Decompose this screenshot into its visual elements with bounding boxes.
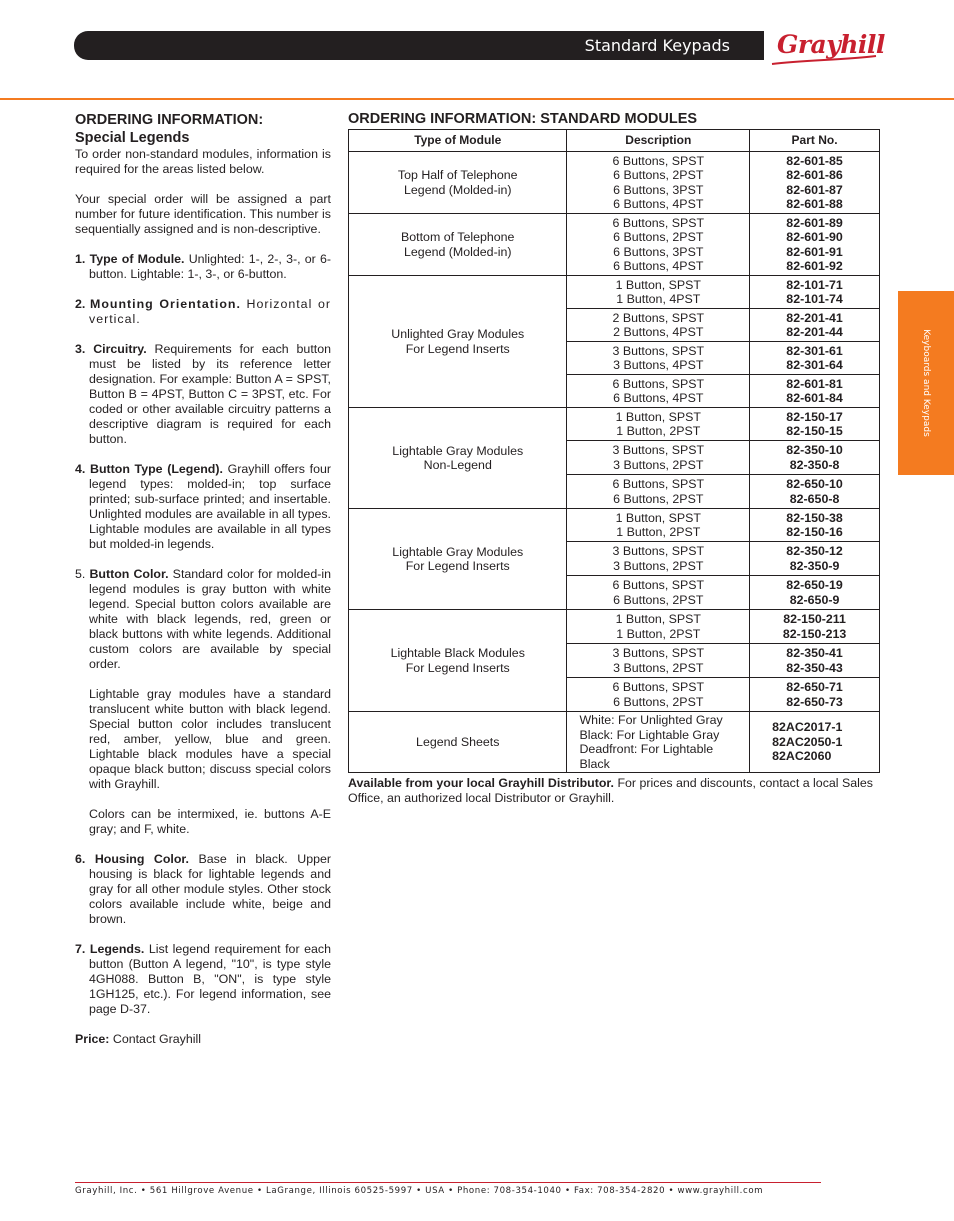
item-type-of-module — [75, 252, 331, 282]
description-line: 6 Buttons, SPST — [612, 477, 705, 491]
item-number: 3. — [75, 342, 86, 356]
side-tab-label: Keyboards and Keypads — [921, 329, 931, 437]
section-side-tab — [898, 291, 954, 475]
special-legends-heading — [75, 111, 331, 147]
header-bar — [74, 31, 764, 60]
item-button-color — [75, 567, 331, 672]
description-line: 1 Button, 4PST — [616, 292, 701, 306]
part-number: 82AC2017-1 — [772, 720, 843, 735]
module-type-line: Lightable Black Modules — [390, 646, 525, 660]
part-number: 82-650-19 — [786, 578, 843, 592]
description-cell — [567, 542, 750, 576]
item-number: 5. — [75, 567, 86, 581]
item-number: 2. — [75, 297, 86, 311]
table-row — [349, 712, 880, 773]
part-number: 82-650-10 — [786, 477, 843, 491]
item-label: Circuitry. — [93, 342, 147, 356]
item-number: 7. — [75, 942, 86, 956]
item-mounting-orientation — [75, 297, 331, 327]
part-number-cell — [750, 678, 880, 712]
description-line: 3 Buttons, 4PST — [613, 358, 704, 372]
description-cell — [567, 475, 750, 509]
table-row — [349, 408, 880, 441]
description-line: Deadfront: For Lightable Black — [579, 742, 714, 771]
module-type-line: For Legend Inserts — [405, 559, 510, 573]
table-row — [349, 152, 880, 214]
part-number: 82-350-9 — [789, 558, 840, 573]
part-number-cell — [750, 576, 880, 610]
description-cell — [567, 309, 750, 342]
description-line: 3 Buttons, SPST — [612, 646, 705, 660]
table-row — [349, 276, 880, 309]
part-number: 82-350-8 — [789, 457, 840, 472]
part-number: 82-601-90 — [786, 230, 843, 244]
description-cell — [567, 152, 750, 214]
item-legends — [75, 942, 331, 1017]
item-text: Standard color for molded-in legend modules is gray button with white legend. Special button colors available are white with black legends, red, green or black buttons with white legends. Additional custom colors are available by special order. — [89, 567, 331, 671]
part-number-cell — [750, 610, 880, 644]
module-type-cell — [349, 610, 567, 712]
part-number: 82AC2050-1 — [772, 734, 843, 749]
module-type-line: Unlighted Gray Modules — [391, 327, 525, 341]
item-label: Housing Color. — [94, 852, 190, 866]
table-header-row — [349, 130, 880, 152]
description-line: 6 Buttons, 3PST — [613, 182, 704, 197]
part-number: 82-601-88 — [786, 197, 843, 211]
part-number: 82-201-41 — [786, 310, 843, 325]
part-number: 82-101-71 — [786, 277, 843, 292]
description-cell — [567, 214, 750, 276]
table-row — [349, 509, 880, 542]
col-header-type: Type of Module — [349, 130, 567, 152]
special-legends-section — [75, 111, 331, 1047]
part-number-cell — [750, 309, 880, 342]
description-line: 6 Buttons, SPST — [612, 376, 705, 391]
description-line: 6 Buttons, SPST — [612, 680, 705, 694]
part-number-cell — [750, 375, 880, 408]
price-label: Price: — [75, 1032, 110, 1046]
part-number: 82-601-84 — [786, 391, 843, 405]
description-cell — [567, 678, 750, 712]
description-line: 2 Buttons, SPST — [612, 310, 705, 325]
description-cell — [567, 610, 750, 644]
description-line: 1 Button, SPST — [615, 612, 701, 626]
description-line: 6 Buttons, SPST — [612, 215, 705, 230]
description-line: 1 Button, SPST — [615, 510, 701, 525]
item-housing-color — [75, 852, 331, 927]
part-number: 82-150-15 — [786, 424, 843, 438]
description-line: 6 Buttons, 2PST — [613, 168, 704, 182]
description-line: 3 Buttons, 2PST — [613, 558, 704, 573]
part-number-cell — [750, 644, 880, 678]
standard-modules-heading: ORDERING INFORMATION: STANDARD MODULES — [348, 111, 698, 127]
part-number: 82-150-17 — [786, 409, 843, 424]
footer-address: Grayhill, Inc. • 561 Hillgrove Avenue • LaGrange, Illinois 60525-5997 • USA • Phone: 708-354-1040 • Fax: 708-354-2820 • www.grayhill.com — [75, 1186, 764, 1196]
item-text: Base in black. Upper housing is black for lightable legends and gray for all other module styles. Other stock colors available include white, beige and brown. — [89, 852, 331, 926]
item-label: Type of Module. — [89, 252, 185, 266]
assign-paragraph: Your special order will be assigned a part number for future identification. This number is sequentially assigned and is non-descriptive. — [75, 192, 331, 236]
description-line: 6 Buttons, 2PST — [613, 694, 704, 709]
item-number: 4. — [75, 462, 86, 476]
module-type-cell — [349, 712, 567, 773]
part-number: 82-601-89 — [786, 215, 843, 230]
part-number: 82-101-74 — [786, 292, 843, 306]
description-cell — [567, 375, 750, 408]
part-number: 82-150-38 — [786, 510, 843, 525]
description-line: 2 Buttons, 4PST — [613, 325, 704, 339]
grayhill-logo — [764, 26, 884, 68]
part-number: 82-201-44 — [786, 325, 843, 339]
availability-bold: Available from your local Grayhill Distributor. — [348, 776, 615, 790]
part-number-cell — [750, 509, 880, 542]
item-label: Mounting Orientation. — [90, 297, 241, 311]
item-text: Unlighted: 1-, 2-, 3-, or 6-button. Lightable: 1-, 3-, or 6-button. — [89, 252, 331, 281]
item-text: List legend requirement for each button (Button A legend, "10", is type style 4GH088. Button B, "ON", is type style 1GH125, etc.). For legend information, see page D-37. — [89, 942, 331, 1016]
part-number-cell — [750, 542, 880, 576]
module-type-line: Legend Sheets — [416, 734, 500, 749]
description-line: 3 Buttons, 2PST — [613, 660, 704, 675]
part-number-cell — [750, 342, 880, 375]
module-type-line: Non-Legend — [423, 458, 492, 472]
header-divider — [0, 98, 954, 100]
standard-modules-table — [348, 129, 880, 773]
logo-text: Grayhill — [777, 30, 885, 59]
description-cell — [567, 644, 750, 678]
module-type-cell — [349, 276, 567, 408]
module-type-cell — [349, 214, 567, 276]
description-line: 3 Buttons, 2PST — [613, 457, 704, 472]
item-text: Grayhill offers four legend types: molded-in; top surface printed; sub-surface printed; and insertable. Unlighted modules are available in all types. Lightable modules are available in all types but molded-in legends. — [89, 462, 331, 551]
button-color-intermix-paragraph: Colors can be intermixed, ie. buttons A-E gray; and F, white. — [89, 807, 331, 836]
part-number: 82-650-8 — [789, 491, 840, 506]
availability-note — [348, 776, 882, 806]
item-label: Legends. — [89, 942, 145, 956]
description-cell — [567, 408, 750, 441]
part-number-cell — [750, 408, 880, 441]
description-line: 1 Button, 2PST — [616, 424, 701, 438]
description-line: White: For Unlighted Gray — [579, 713, 723, 727]
part-number: 82-350-41 — [786, 646, 843, 660]
part-number: 82-350-12 — [786, 544, 843, 558]
description-line: Black: For Lightable Gray — [579, 727, 720, 742]
item-button-type — [75, 462, 331, 552]
description-cell — [567, 276, 750, 309]
description-cell — [567, 441, 750, 475]
col-header-description: Description — [567, 130, 750, 152]
module-type-cell — [349, 509, 567, 610]
description-cell — [567, 509, 750, 542]
module-type-line: For Legend Inserts — [405, 341, 510, 356]
description-line: 6 Buttons, 2PST — [613, 592, 704, 607]
part-number-cell — [750, 276, 880, 309]
description-cell — [567, 712, 750, 773]
part-number: 82-301-64 — [786, 358, 843, 372]
part-number: 82-650-9 — [789, 592, 840, 607]
module-type-line: Lightable Gray Modules — [392, 443, 524, 458]
part-number-cell — [750, 475, 880, 509]
part-number: 82-650-71 — [786, 680, 843, 694]
table-row — [349, 610, 880, 644]
part-number: 82-301-61 — [786, 343, 843, 358]
item-label: Button Color. — [89, 567, 169, 581]
part-number-cell — [750, 214, 880, 276]
description-line: 1 Button, 2PST — [616, 525, 701, 539]
module-type-line: Top Half of Telephone — [397, 168, 518, 182]
description-line: 6 Buttons, 2PST — [613, 491, 704, 506]
part-number: 82-150-213 — [782, 626, 847, 641]
description-cell — [567, 576, 750, 610]
part-number: 82-601-87 — [786, 182, 843, 197]
description-line: 6 Buttons, SPST — [612, 153, 705, 168]
part-number: 82-350-10 — [786, 443, 843, 457]
module-type-cell — [349, 152, 567, 214]
description-cell — [567, 342, 750, 375]
part-number: 82-601-91 — [786, 244, 843, 259]
part-number: 82-601-81 — [786, 376, 843, 391]
part-number: 82AC2060 — [772, 749, 832, 764]
price-line — [75, 1032, 331, 1047]
part-number: 82-350-43 — [786, 660, 843, 675]
module-type-cell — [349, 408, 567, 509]
item-text: Requirements for each button must be listed by its reference letter designation. For example: Button A = SPST, Button B = 4PST, Button C = 3PST, etc. For coded or other available circuitry patterns a descriptive diagram is required for each button. — [89, 342, 331, 446]
price-text: Contact Grayhill — [109, 1032, 202, 1046]
description-line: 1 Button, SPST — [615, 409, 701, 424]
col-header-part-no: Part No. — [750, 130, 880, 152]
part-number: 82-650-73 — [786, 694, 843, 709]
module-type-line: Bottom of Telephone — [401, 230, 515, 244]
intro-paragraph: To order non-standard modules, information is required for the areas listed below. — [75, 147, 331, 176]
part-number: 82-601-86 — [786, 168, 843, 182]
heading-line-1: ORDERING INFORMATION: — [75, 112, 264, 128]
item-label: Button Type (Legend). — [90, 462, 223, 476]
module-type-line: Lightable Gray Modules — [392, 544, 524, 559]
part-number: 82-601-85 — [786, 153, 843, 168]
description-line: 6 Buttons, 4PST — [613, 197, 704, 211]
item-text: Horizontal or vertical. — [89, 297, 331, 326]
table-row — [349, 214, 880, 276]
part-number: 82-601-92 — [786, 259, 843, 273]
part-number: 82-150-16 — [786, 525, 843, 539]
item-number: 1. — [75, 252, 86, 266]
part-number-cell — [750, 152, 880, 214]
item-number: 6. — [75, 852, 86, 866]
button-color-lightable-paragraph: Lightable gray modules have a standard translucent white button with black legend. Special button color includes translucent red, amber, yellow, blue and green. Lightable black modules have a special opaque black button; discuss special colors with Grayhill. — [89, 687, 331, 791]
availability-text: For prices and discounts, contact a local Sales Office, an authorized local Distributor or Grayhill. — [348, 776, 873, 805]
description-line: 6 Buttons, SPST — [612, 578, 705, 592]
heading-line-2: Special Legends — [75, 130, 190, 146]
part-number: 82-150-211 — [783, 612, 846, 626]
description-line: 6 Buttons, 3PST — [613, 244, 704, 259]
description-line: 6 Buttons, 4PST — [613, 391, 704, 405]
part-number-cell — [750, 441, 880, 475]
description-line: 3 Buttons, SPST — [612, 443, 705, 457]
module-type-line: Legend (Molded-in) — [404, 182, 512, 197]
description-line: 1 Button, 2PST — [616, 626, 701, 641]
page-title: Standard Keypads — [584, 36, 730, 55]
part-number-cell — [750, 712, 880, 773]
description-line: 6 Buttons, 2PST — [613, 230, 704, 244]
module-type-line: For Legend Inserts — [405, 660, 510, 675]
footer-divider — [75, 1182, 821, 1183]
item-circuitry — [75, 342, 331, 447]
description-line: 3 Buttons, SPST — [612, 343, 705, 358]
description-line: 6 Buttons, 4PST — [613, 259, 704, 273]
description-line: 1 Button, SPST — [615, 277, 701, 292]
description-line: 3 Buttons, SPST — [612, 544, 705, 558]
module-type-line: Legend (Molded-in) — [404, 244, 512, 259]
